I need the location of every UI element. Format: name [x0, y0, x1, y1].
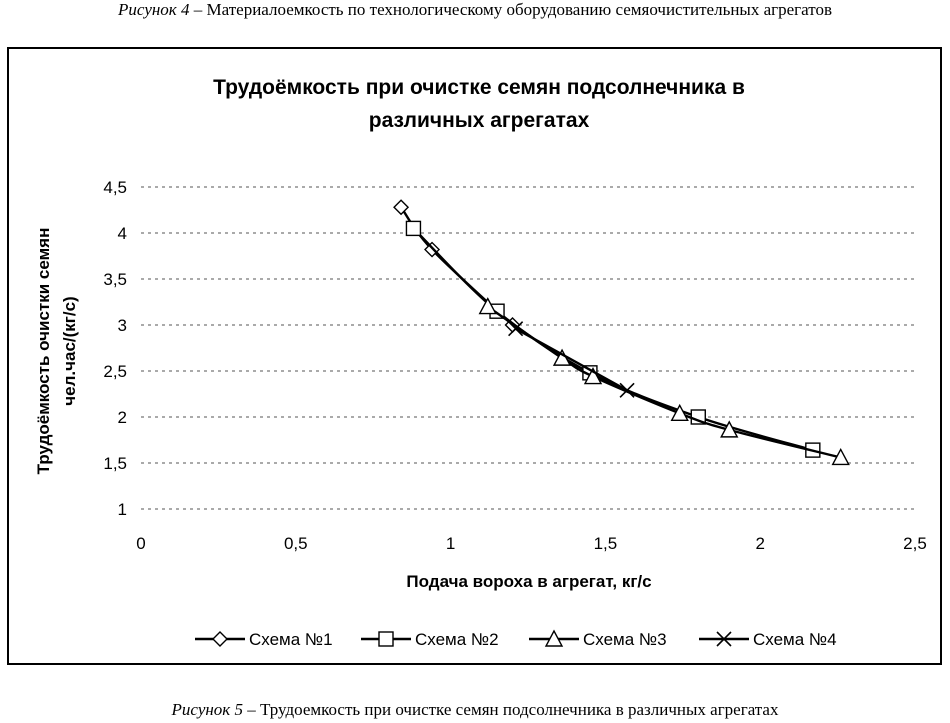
series-4-line [516, 329, 627, 391]
legend-label-3: Схема №3 [583, 630, 667, 649]
x-tick-label-5: 2,5 [903, 534, 927, 553]
series-2 [406, 221, 819, 457]
x-tick-label-3: 1,5 [593, 534, 618, 553]
series-3 [480, 299, 849, 465]
x-tick-label-0: 0 [136, 534, 146, 553]
y-tick-label-3: 2,5 [103, 362, 127, 381]
legend-marker-1 [213, 632, 227, 646]
legend-marker-2 [379, 632, 393, 646]
chart-svg [9, 49, 940, 663]
x-tick-label-1: 0,5 [283, 534, 308, 553]
y-tick-label-2: 2 [117, 408, 127, 427]
legend-item-1 [195, 630, 333, 649]
legend-item-2 [361, 630, 499, 649]
y-axis-label-line1: Трудоёмкость очистки семян [34, 227, 53, 475]
series-3-line [488, 307, 841, 458]
series-1-point-1 [394, 200, 408, 214]
y-tick-label-7: 4,5 [103, 178, 127, 197]
legend-label-2: Схема №2 [415, 630, 499, 649]
legend-item-4 [699, 630, 837, 649]
caption-bottom-prefix: Рисунок 5 – [171, 700, 256, 719]
x-tick-label-4: 2 [755, 534, 765, 553]
grid-layer [141, 187, 915, 509]
legend-label-1: Схема №1 [249, 630, 333, 649]
x-tick-label-2: 1 [445, 534, 456, 553]
y-tick-label-6: 4 [117, 224, 127, 243]
legend [195, 630, 837, 649]
x-axis-label: Подача вороха в агрегат, кг/с [406, 572, 652, 591]
y-tick-label-5: 3,5 [103, 270, 127, 289]
series-layer [394, 200, 849, 464]
y-tick-label-0: 1 [117, 500, 127, 519]
chart-title-line1: Трудоёмкость при очистке семян подсолнечника в [213, 76, 745, 99]
series-2-point-1 [406, 221, 420, 235]
caption-top-prefix: Рисунок 4 – [118, 0, 203, 19]
y-tick-label-4: 3 [117, 316, 127, 335]
legend-label-4: Схема №4 [753, 630, 837, 649]
chart-title-line2: различных агрегатах [368, 109, 590, 132]
y-axis-label-line2: чел.час/(кг/с) [60, 296, 79, 406]
caption-top-text: Материалоемкость по технологическому оборудованию семяочистительных агрегатов [206, 0, 832, 19]
tick-layer [103, 178, 926, 553]
chart-frame [7, 47, 942, 665]
caption-bottom-text: Трудоемкость при очистке семян подсолнечника в различных агрегатах [260, 700, 779, 719]
legend-item-3 [529, 630, 667, 649]
figure-caption-bottom [0, 700, 950, 720]
figure-caption-top [0, 0, 950, 20]
y-tick-label-1: 1,5 [103, 454, 127, 473]
